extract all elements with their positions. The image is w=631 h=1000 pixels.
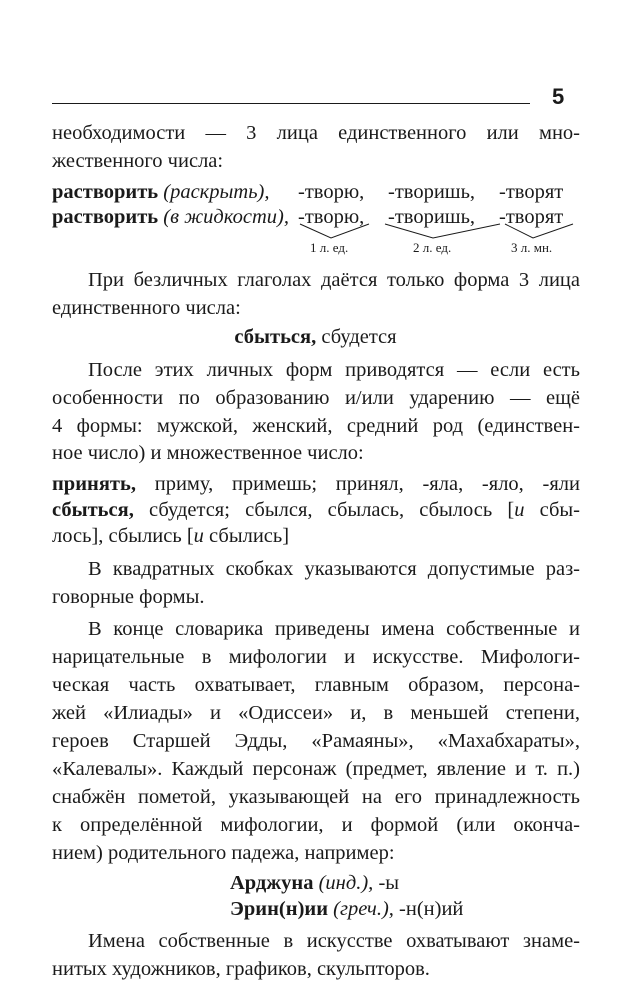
form: -творят [499, 206, 564, 228]
example-line [52, 474, 580, 495]
form: -творю, [298, 181, 365, 203]
text-line: говорные формы. [52, 586, 205, 608]
forms: сбы- [539, 499, 581, 521]
person-tag: 2 л. ед. [413, 240, 452, 255]
example-line [52, 526, 289, 547]
gloss: (греч.), [333, 898, 394, 920]
text-line: жественного числа: [52, 150, 224, 172]
form: -творишь, [388, 206, 476, 228]
headword: растворить [52, 206, 159, 228]
bracket-3 [505, 224, 573, 238]
example-line [52, 500, 580, 521]
headword: Арджуна [230, 872, 314, 894]
text-line: жей «Илиады» и «Одиссеи» и, в меньшей степени, [52, 702, 580, 724]
page-number: 5 [552, 84, 565, 109]
forms: приму, примешь; принял, -яла, -яло, -яли [154, 473, 580, 495]
forms: сбылись] [209, 525, 290, 547]
gloss: (в жидкости), [163, 206, 289, 228]
text-line: Имена собственные в искусстве охватывают знаме- [88, 930, 580, 952]
form: -творят [499, 181, 564, 203]
text-line: нарицательные в мифологии и искусстве. Мифологи- [52, 646, 580, 668]
form: -творю, [298, 206, 365, 228]
headword: сбыться, [234, 326, 317, 348]
forms: сбудется; сбылся, сбылась, сбылось [ [149, 499, 515, 521]
text-line: нитых художников, графиков, скульпторов. [52, 958, 430, 980]
text-line: После этих личных форм приводятся — если есть [88, 359, 580, 381]
example-line [230, 899, 463, 920]
example-line [0, 327, 631, 348]
bracket-1 [300, 224, 369, 238]
forms: лось], сбылись [ [52, 525, 194, 547]
text-line: ное число) и множественное число: [52, 442, 364, 464]
gloss: (раскрыть), [163, 181, 270, 203]
text-line: героев Старшей Эдды, «Рамаяны», «Махабхараты», [52, 730, 580, 752]
text-line: снабжён пометой, указывающей на его принадлежность [52, 786, 580, 808]
variant-mark: и [514, 499, 525, 521]
text-line: В квадратных скобках указываются допустимые раз- [88, 558, 580, 580]
text-line: единственного числа: [52, 297, 241, 319]
text-line: 4 формы: мужской, женский, средний род (единствен- [52, 415, 580, 437]
text-line: нием) родительного падежа, например: [52, 842, 395, 864]
person-tag: 3 л. мн. [511, 240, 553, 255]
headword: растворить [52, 181, 159, 203]
form: сбудется [321, 326, 397, 348]
form: -ы [378, 872, 400, 894]
headword: сбыться, [52, 499, 134, 521]
form: -н(н)ий [399, 898, 464, 920]
variant-mark: и [193, 525, 204, 547]
text-line: особенности по образованию и/или ударению — ещё [52, 387, 580, 409]
gloss: (инд.), [318, 872, 374, 894]
text-line: В конце словарика приведены имена собственные и [88, 618, 580, 640]
text-line: к определённой мифологии, и формой (или оконча- [52, 814, 580, 836]
example-line [230, 873, 399, 894]
text-line: «Калевалы». Каждый персонаж (предмет, явление и т. п.) [52, 758, 580, 780]
text-line: необходимости — 3 лица единственного или мно- [52, 122, 580, 144]
headword: принять, [52, 473, 136, 495]
bracket-2 [385, 224, 500, 238]
form: -творишь, [388, 181, 476, 203]
headword: Эрин(н)ии [230, 898, 329, 920]
person-tag: 1 л. ед. [310, 240, 349, 255]
text-line: При безличных глаголах даётся только форма 3 лица [88, 269, 580, 291]
text-line: ческая часть охватывает, главным образом, персона- [52, 674, 580, 696]
